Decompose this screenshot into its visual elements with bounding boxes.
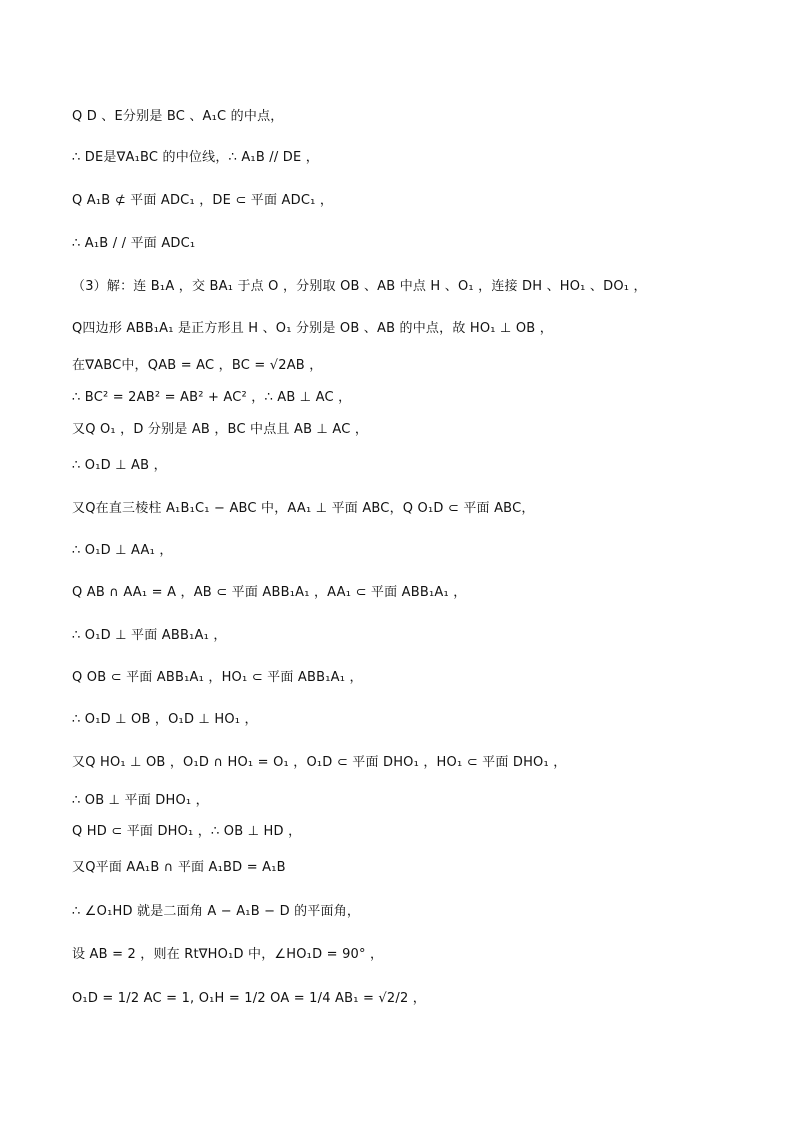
text-line: 设 AB = 2 ，则在 Rt∇HO₁D 中，∠HO₁D = 90° ， xyxy=(72,947,384,962)
text-line: Q AB ∩ AA₁ = A ，AB ⊂ 平面 ABB₁A₁ ，AA₁ ⊂ 平面 ABB₁A₁ ， xyxy=(72,585,467,600)
text-line: ∴ A₁B / / 平面 ADC₁ xyxy=(72,236,196,251)
text-line: ∴ DE是∇A₁BC 的中位线，∴ A₁B // DE ， xyxy=(72,150,319,165)
text-line: 又Q HO₁ ⊥ OB ，O₁D ∩ HO₁ = O₁ ，O₁D ⊂ 平面 DHO₁ ，HO₁ ⊂ 平面 DHO₁ ， xyxy=(72,755,567,770)
text-line: 在∇ABC中，QAB = AC ，BC = √2AB ， xyxy=(72,358,323,373)
text-line: 又Q O₁ ，D 分别是 AB ，BC 中点且 AB ⊥ AC ， xyxy=(72,422,369,437)
text-line: Q HD ⊂ 平面 DHO₁ ，∴ OB ⊥ HD ， xyxy=(72,824,302,839)
text-line: ∴ O₁D ⊥ OB ，O₁D ⊥ HO₁ ， xyxy=(72,712,258,727)
text-line: ∴ ∠O₁HD 就是二面角 A − A₁B − D 的平面角， xyxy=(72,904,361,919)
text-line: 又Q平面 AA₁B ∩ 平面 A₁BD = A₁B xyxy=(72,860,286,875)
text-line: ∴ O₁D ⊥ AB ， xyxy=(72,458,167,473)
text-line: Q四边形 ABB₁A₁ 是正方形且 H 、O₁ 分别是 OB 、AB 的中点，故 HO₁ ⊥ OB ， xyxy=(72,321,553,336)
text-line: Q D 、E分别是 BC 、A₁C 的中点， xyxy=(72,109,284,124)
text-line: O₁D = 1/2 AC = 1, O₁H = 1/2 OA = 1/4 AB₁ = √2/2 ， xyxy=(72,991,426,1006)
text-line: ∴ OB ⊥ 平面 DHO₁ ， xyxy=(72,793,209,808)
text-line: （3）解：连 B₁A ，交 BA₁ 于点 O ，分别取 OB 、AB 中点 H 、O₁ ，连接 DH 、HO₁ 、DO₁ ， xyxy=(72,279,647,294)
text-line: ∴ O₁D ⊥ AA₁ ， xyxy=(72,543,173,558)
text-line: 又Q在直三棱柱 A₁B₁C₁ − ABC 中，AA₁ ⊥ 平面 ABC，Q O₁D ⊂ 平面 ABC， xyxy=(72,501,535,516)
text-line: Q OB ⊂ 平面 ABB₁A₁ ，HO₁ ⊂ 平面 ABB₁A₁ ， xyxy=(72,670,363,685)
text-line: ∴ BC² = 2AB² = AB² + AC² ，∴ AB ⊥ AC ， xyxy=(72,390,352,405)
text-line: Q A₁B ⊄ 平面 ADC₁ ，DE ⊂ 平面 ADC₁ ， xyxy=(72,193,334,208)
text-line: ∴ O₁D ⊥ 平面 ABB₁A₁ ， xyxy=(72,628,227,643)
